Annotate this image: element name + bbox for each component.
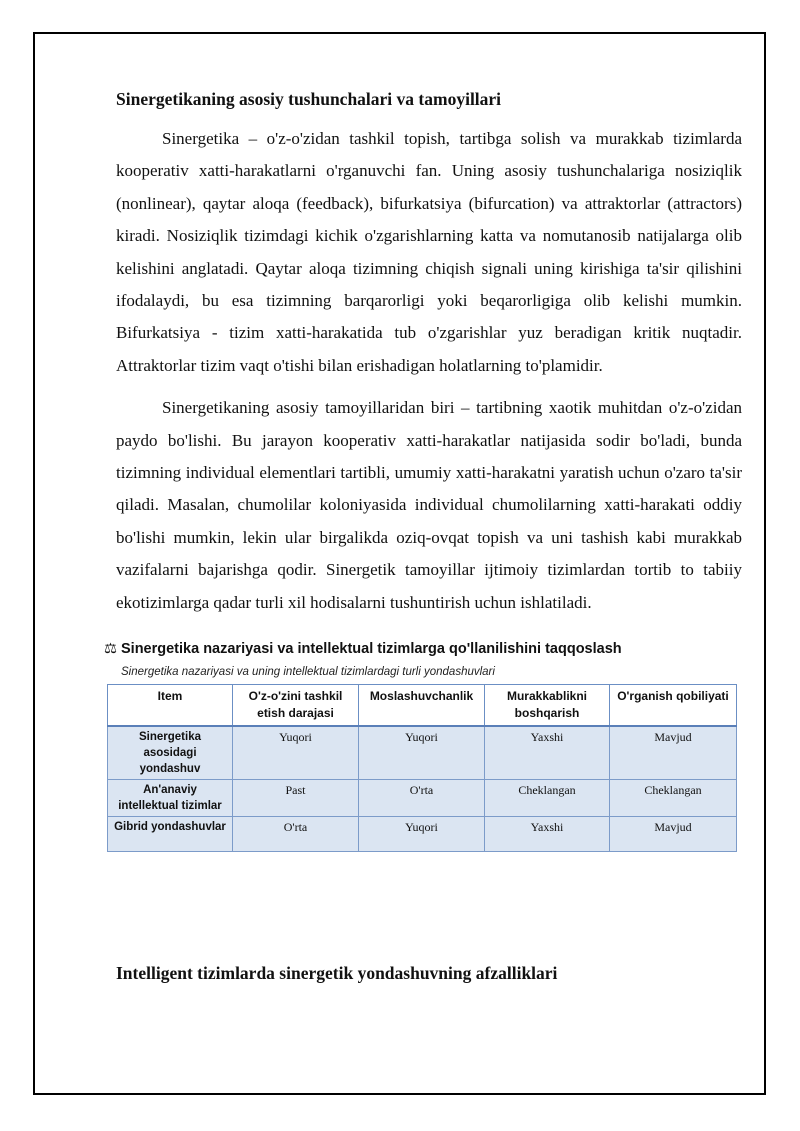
table-cell: Past [233, 780, 359, 817]
table-cell: Mavjud [610, 817, 737, 852]
table-header-row [108, 685, 737, 727]
header-cell: Item [108, 685, 233, 727]
table-cell: Yuqori [359, 726, 485, 780]
table-row [108, 726, 737, 780]
table-row [108, 780, 737, 817]
balance-scale-icon: ⚖ [104, 641, 117, 658]
section-heading-advantages: Intelligent tizimlarda sinergetik yondashuvning afzalliklari [116, 963, 558, 983]
header-cell: O'rganish qobiliyati [610, 685, 737, 727]
header-cell: Murakkablikni boshqarish [485, 685, 610, 727]
table-cell: O'rta [359, 780, 485, 817]
table-cell: Cheklangan [485, 780, 610, 817]
table-cell: Yaxshi [485, 726, 610, 780]
comparison-table [107, 684, 737, 852]
table-row [108, 817, 737, 852]
header-cell: O'z-o'zini tashkil etish darajasi [233, 685, 359, 727]
row-label: Gibrid yondashuvlar [108, 817, 233, 852]
table-title [104, 639, 742, 659]
table-cell: Yuqori [359, 817, 485, 852]
table-cell: Yaxshi [485, 817, 610, 852]
row-label: Sinergetika asosidagi yondashuv [108, 726, 233, 780]
header-cell: Moslashuvchanlik [359, 685, 485, 727]
paragraph-principles: Sinergetikaning asosiy tamoyillaridan biri – tartibning xaotik muhitdan o'z-o'zidan paydo bo'lishi. Bu jarayon kooperativ xatti-harakatlar natijasida sodir bo'ladi, bunda tizimning individual elementlari tartibli, umumiy xatti-harakatni yaratish uchun o'zaro ta'sir qiladi. Masalan, chumolilar koloniyasida individual chumolilarning xatti-harakati oddiy bo'lishi mumkin, lekin ular birgalikda oziq-ovqat topish va uni tashish kabi murakkab vazifalarni bajarishga qodir. Sinergetik tamoyillar ijtimoiy tizimlardan tortib to tabiiy ekotizimlarga qadar turli xil hodisalarni tushuntirish uchun ishlatiladi. [116, 398, 742, 612]
table-title-text: Sinergetika nazariyasi va intellektual tizimlarga qo'llanilishini taqqoslash [121, 641, 622, 658]
paragraph-concepts: Sinergetika – o'z-o'zidan tashkil topish, tartibga solish va murakkab tizimlarda kooperativ xatti-harakatlarni o'rganuvchi fan. Uning asosiy tushunchalariga nosiziqlik (nonlinear), qaytar aloqa (feedback), bifurkatsiya (bifurcation) va attraktorlar (attractors) kiradi. Nosiziqlik tizimdagi kichik o'zgarishlarning katta va nomutanosib natijalarga olib kelishini anglatadi. Qaytar aloqa tizimning chiqish signali uning kirishiga ta'sir qilishini ifodalaydi, bu esa tizimning barqarorligi yoki beqarorligiga olib kelishi mumkin. Bifurkatsiya - tizim xatti-harakatida tub o'zgarishlar yuz beradigan kritik nuqtadir. Attraktorlar tizim vaqt o'tishi bilan erishadigan holatlarning to'plamidir. [116, 129, 742, 375]
table-cell: Yuqori [233, 726, 359, 780]
row-label: An'anaviy intellektual tizimlar [108, 780, 233, 817]
section-heading: Sinergetikaning asosiy tushunchalari va tamoyillari [116, 89, 502, 109]
table-cell: Cheklangan [610, 780, 737, 817]
table-subtitle: Sinergetika nazariyasi va uning intellektual tizimlardagi turli yondashuvlari [121, 666, 495, 679]
table-cell: Mavjud [610, 726, 737, 780]
page-content [104, 86, 742, 852]
table-cell: O'rta [233, 817, 359, 852]
